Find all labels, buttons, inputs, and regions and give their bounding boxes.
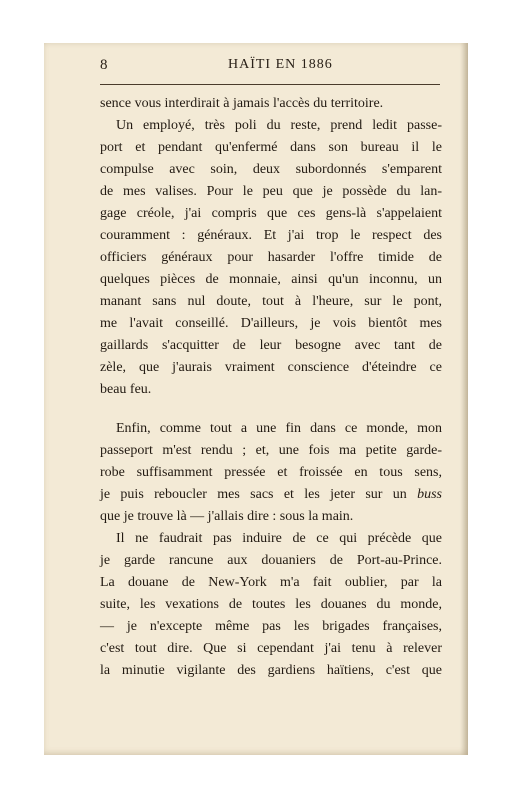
- text-line: — je n'excepte même pas les brigades françaises,: [100, 619, 442, 634]
- text-line: robe suffisamment pressée et froissée en tous sens,: [100, 465, 442, 480]
- page-number: 8: [100, 57, 108, 73]
- text-line: gage créole, j'ai compris que ces gens-là s'appelaient: [100, 206, 442, 221]
- text-segment: je puis reboucler mes sacs et les jeter sur un: [100, 487, 418, 502]
- text-line: La douane de New-York m'a fait oublier, par la: [100, 575, 442, 590]
- text-line: beau feu.: [100, 382, 152, 397]
- text-line: zèle, que j'aurais vraiment conscience d'éteindre ce: [100, 360, 442, 375]
- text-line: compulse avec soin, deux subordonnés s'emparent: [100, 162, 442, 177]
- text-line: suite, les vexations de toutes les douanes du monde,: [100, 597, 442, 612]
- text-line: Enfin, comme tout a une fin dans ce monde, mon: [116, 421, 442, 436]
- text-line: couramment : généraux. Et j'ai trop le respect des: [100, 228, 442, 243]
- page-header: [100, 53, 440, 77]
- text-line: passeport m'est rendu ; et, une fois ma petite garde-: [100, 443, 442, 458]
- paragraph-gap: [100, 401, 442, 418]
- text-line: je garde rancune aux douaniers de Port-au-Prince.: [100, 553, 442, 568]
- text-line: c'est tout dire. Que si cependant j'ai tenu à relever: [100, 641, 442, 656]
- text-line: manant sans nul doute, tout à l'heure, sur le pont,: [100, 294, 442, 309]
- text-line: de mes valises. Pour le peu que je possède du lan-: [100, 184, 442, 199]
- text-line: Il ne faudrait pas induire de ce qui précède que: [116, 531, 442, 546]
- running-title: HAÏTI EN 1886: [228, 57, 333, 72]
- page-edge-shadow: [460, 43, 468, 755]
- book-page: [44, 43, 468, 755]
- text-line: quelques pièces de monnaie, ainsi qu'un inconnu, un: [100, 272, 442, 287]
- header-rule: [100, 84, 440, 85]
- text-line: la minutie vigilante des gardiens haïtiens, c'est que: [100, 663, 442, 678]
- text-line: officiers généraux pour hasarder l'offre timide de: [100, 250, 442, 265]
- text-line: que je trouve là — j'allais dire : sous la main.: [100, 509, 354, 524]
- text-line-with-italic: [100, 484, 442, 506]
- text-line: Un employé, très poli du reste, prend ledit passe-: [116, 118, 442, 133]
- text-line: me l'avait conseillé. D'ailleurs, je vois bientôt mes: [100, 316, 442, 331]
- body-text: [100, 93, 442, 682]
- text-line: port et pendant qu'enfermé dans son bureau il le: [100, 140, 442, 155]
- text-line: sence vous interdirait à jamais l'accès du territoire.: [100, 96, 384, 111]
- italic-word: buss: [417, 487, 442, 502]
- text-line: gaillards s'acquitter de leur besogne avec tant de: [100, 338, 442, 353]
